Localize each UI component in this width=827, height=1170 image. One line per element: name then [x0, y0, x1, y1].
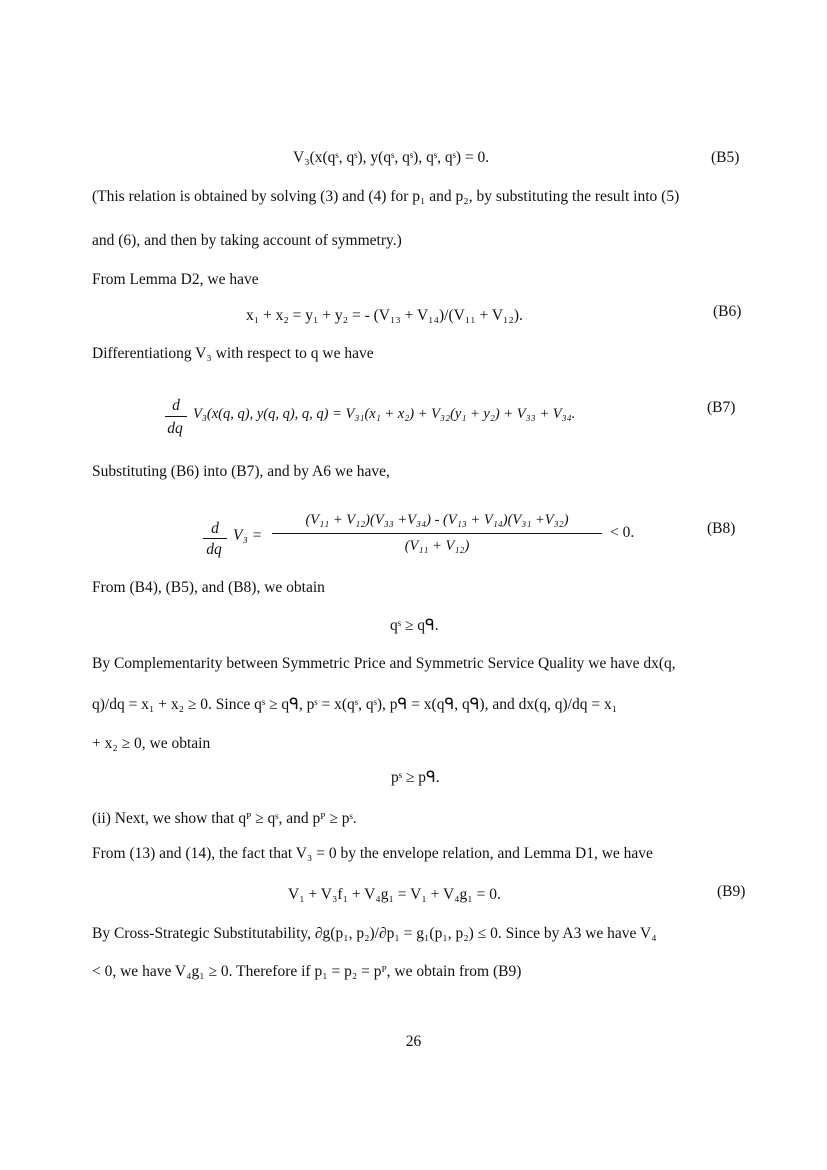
- paragraph-line: < 0, we have V₄g₁ ≥ 0. Therefore if p₁ = p₂ = pᴾ, we obtain from (B9): [92, 963, 522, 980]
- inequality-p: pˢ ≥ pᑫ.: [391, 769, 440, 786]
- equation-tag-b7: (B7): [707, 399, 736, 416]
- derivative-denominator: dq: [167, 420, 183, 437]
- equation-b9: V₁ + V₃f₁ + V₄g₁ = V₁ + V₄g₁ = 0.: [288, 886, 501, 903]
- equation-tag-b6: (B6): [713, 303, 742, 320]
- equation-tag-b5: (B5): [711, 149, 740, 166]
- equation-b8-rhs: < 0.: [610, 524, 635, 541]
- derivative-denominator: dq: [206, 541, 222, 558]
- paragraph-line: q)/dq = x₁ + x₂ ≥ 0. Since qˢ ≥ qᑫ, pˢ = x(qˢ, qˢ), pᑫ = x(qᑫ, qᑫ), and dx(q, q)/dq = x₁: [92, 696, 618, 713]
- derivative-numerator: d: [211, 520, 219, 537]
- paragraph-line: (This relation is obtained by solving (3) and (4) for p₁ and p₂, by substituting the result into (5): [92, 188, 680, 205]
- equation-b7: V₃(x(q, q), y(q, q), q, q) = V₃₁(x₁ + x₂) + V₃₂(y₁ + y₂) + V₃₃ + V₃₄.: [193, 406, 576, 422]
- paragraph-line: By Complementarity between Symmetric Price and Symmetric Service Quality we have dx(q,: [92, 655, 676, 672]
- paragraph-line: Differentiationg V₃ with respect to q we have: [92, 345, 374, 362]
- paragraph-line: Substituting (B6) into (B7), and by A6 we have,: [92, 463, 390, 480]
- equation-b8-denominator: (V₁₁ + V₁₂): [404, 538, 470, 554]
- page-number: 26: [405, 1033, 422, 1050]
- equation-tag-b9: (B9): [717, 883, 746, 900]
- fraction-bar: [203, 538, 227, 539]
- equation-b8-lhs: V₃ =: [233, 527, 263, 544]
- fraction-bar: [272, 533, 602, 534]
- equation-tag-b8: (B8): [707, 520, 736, 537]
- fraction-bar: [165, 416, 187, 417]
- paragraph-line: From (13) and (14), the fact that V₃ = 0 by the envelope relation, and Lemma D1, we have: [92, 845, 653, 862]
- paragraph-line: From Lemma D2, we have: [92, 271, 259, 288]
- paragraph-line: (ii) Next, we show that qᴾ ≥ qˢ, and pᴾ ≥ pˢ.: [92, 810, 357, 827]
- equation-b5: V₃(x(qˢ, qˢ), y(qˢ, qˢ), qˢ, qˢ) = 0.: [293, 149, 490, 166]
- inequality-q: qˢ ≥ qᑫ.: [390, 617, 439, 634]
- equation-b6: x₁ + x₂ = y₁ + y₂ = - (V₁₃ + V₁₄)/(V₁₁ + V₁₂).: [246, 307, 523, 324]
- paragraph-line: From (B4), (B5), and (B8), we obtain: [92, 579, 325, 596]
- paragraph-line: and (6), and then by taking account of symmetry.): [92, 232, 402, 249]
- equation-b8-numerator: (V₁₁ + V₁₂)(V₃₃ +V₃₄) - (V₁₃ + V₁₄)(V₃₁ +V₃₂): [305, 512, 569, 528]
- paragraph-line: By Cross-Strategic Substitutability, ∂g(p₁, p₂)/∂p₁ = g₁(p₁, p₂) ≤ 0. Since by A3 we have V₄: [92, 925, 657, 942]
- derivative-numerator: d: [172, 397, 180, 414]
- paragraph-line: + x₂ ≥ 0, we obtain: [92, 735, 211, 752]
